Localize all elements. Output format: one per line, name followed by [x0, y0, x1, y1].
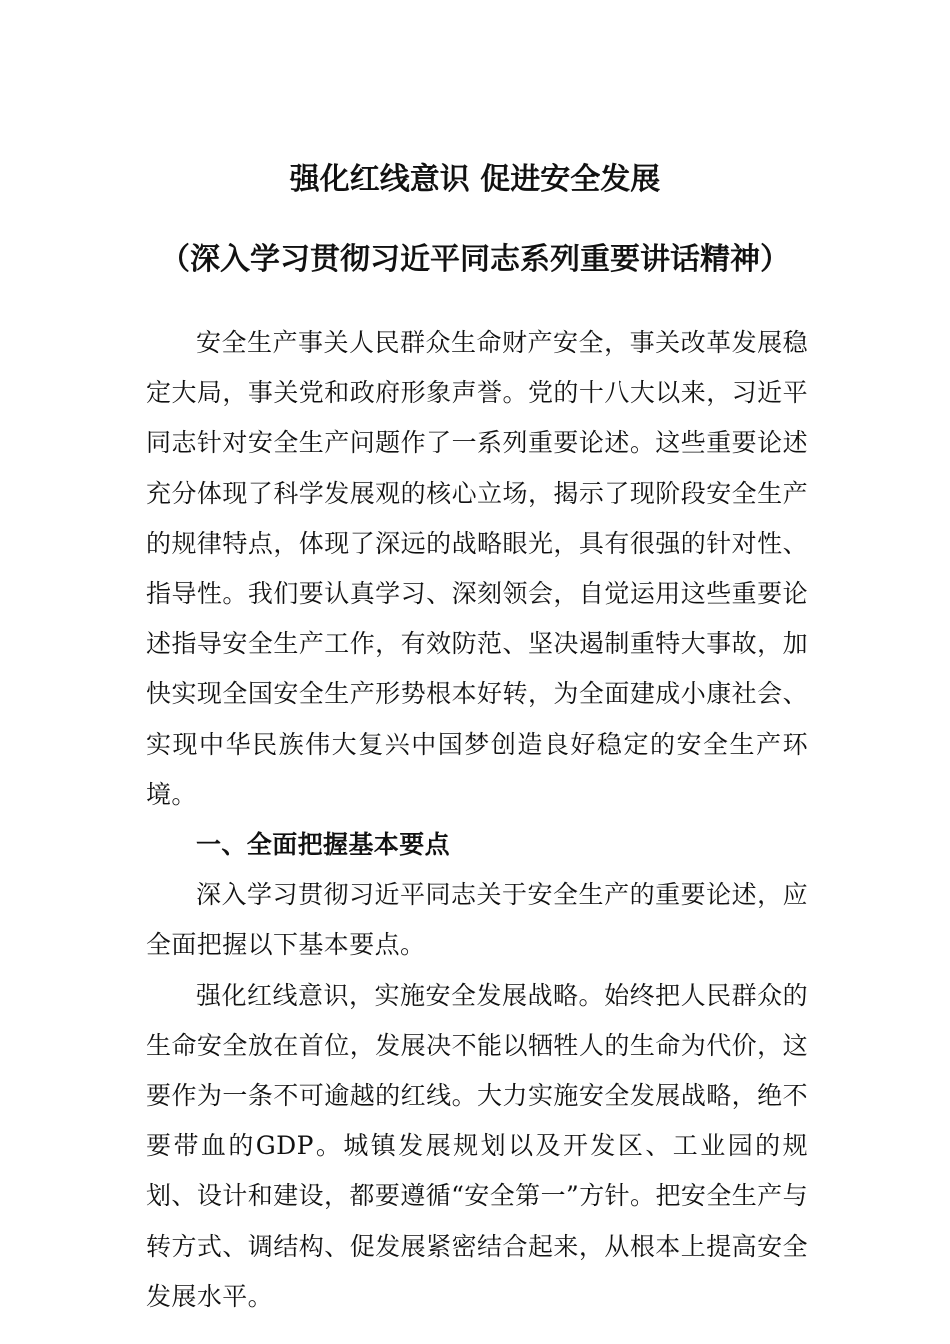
- document-subtitle: （深入学习贯彻习近平同志系列重要讲话精神）: [160, 242, 790, 277]
- document-title: 强化红线意识 促进安全发展: [289, 162, 661, 197]
- section-paragraph: 强化红线意识，实施安全发展战略。始终把人民群众的生命安全放在首位，发展决不能以牺牲人的生命为代价，这要作为一条不可逾越的红线。大力实施安全发展战略，绝不要带血的GDP。城镇发展规划以及开发区、工业园的规划、设计和建设，都要遵循“安全第一”方针。把安全生产与转方式、调结构、促发展紧密结合起来，从根本上提高安全发展水平。: [146, 980, 808, 1311]
- document-body: [146, 318, 808, 1322]
- section-paragraph: 深入学习贯彻习近平同志关于安全生产的重要论述，应全面把握以下基本要点。: [146, 880, 808, 960]
- section-heading: 一、全面把握基本要点: [196, 830, 451, 860]
- intro-paragraph: 安全生产事关人民群众生命财产安全，事关改革发展稳定大局，事关党和政府形象声誉。党的十八大以来，习近平同志针对安全生产问题作了一系列重要论述。这些重要论述充分体现了科学发展观的核心立场，揭示了现阶段安全生产的规律特点，体现了深远的战略眼光，具有很强的针对性、指导性。我们要认真学习、深刻领会，自觉运用这些重要论述指导安全生产工作，有效防范、坚决遏制重特大事故，加快实现全国安全生产形势根本好转，为全面建成小康社会、实现中华民族伟大复兴中国梦创造良好稳定的安全生产环境。: [146, 328, 808, 809]
